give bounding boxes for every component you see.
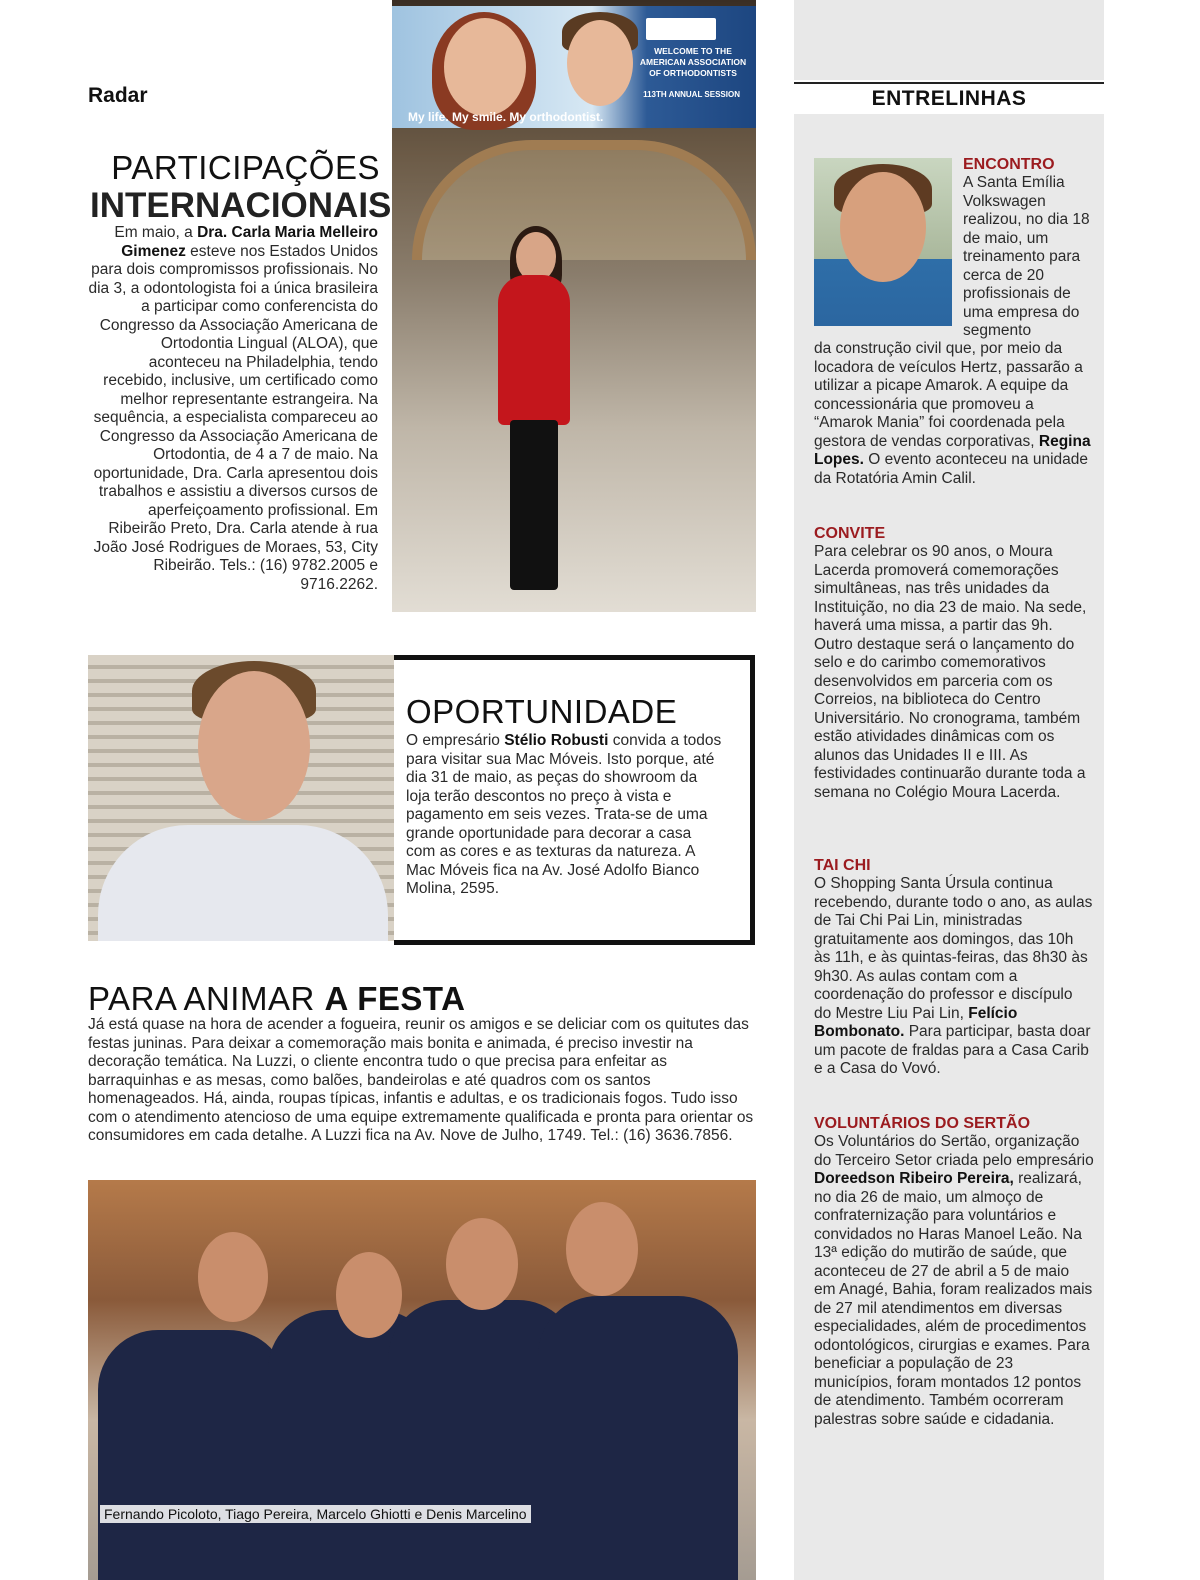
stelio-photo: [88, 655, 394, 941]
encontro-text-top: A Santa Emília Volkswagen realizou, no dia 18 de maio, um treinamento para cerca de 20 profissionais de uma empresa do segmento: [963, 174, 1090, 339]
festa-text: Já está quase na hora de acender a fogueira, reunir os amigos e se deliciar com os quitutes das festas juninas. Para deixar a comemoração mais bonita e animada, é preciso investir na decoração temática. Na Luzzi, o cliente encontra tudo o que precisa para enfeitar as barraquinhas e as mesas, como balões, bandeirolas e até quadros com os santos homenageados. Há, ainda, roupas típicas, infantis e adultas, e os tradicionais fogos. Tudo isso com o atendimento atencioso de uma equipe extremamente qualificada e pronta para orientar os consumidores em cada detalhe. A Luzzi fica na Av. Nove de Julho, 1749. Tel.: (16) 3636.7856.: [88, 1016, 754, 1144]
participacoes-title-line2: INTERNACIONAIS: [90, 186, 392, 225]
festa-title: PARA ANIMAR A FESTA: [88, 980, 466, 1017]
banner-slogan: My life. My smile. My orthodontist.: [408, 110, 604, 124]
encontro-photo: [814, 158, 952, 326]
convite-text: Para celebrar os 90 anos, o Moura Lacerda promoverá comemorações simultâneas, nas três unidades da Instituição, no dia 23 de maio. Na sede, haverá uma missa, a partir das 9h. Outro destaque será o lançamento do selo e do carimbo comemorativos desenvolvidos em parceria com os Correios, na biblioteca do Centro Universitário. No cronograma, também estão atividades dinâmicas com os alunos das Unidades II e III. As festividades continuarão durante toda a semana no Colégio Moura Lacerda.: [814, 543, 1087, 801]
taichi-heading: TAI CHI: [814, 857, 871, 874]
voluntarios-text: Os Voluntários do Sertão, organização do Terceiro Setor criada pelo empresário Doreedson Ribeiro Pereira, realizará, no dia 26 de maio, um almoço de confraternização para voluntários e convidados no Haras Manoel Leão. Na 13ª edição do mutirão de saúde, que aconteceu de 27 de abril a 5 de maio em Anagé, Bahia, foram realizados mais de 27 mil atendimentos em diversas especialidades, além de procedimentos odontológicos, cirurgias e exames. Para beneficiar a população de 23 municípios, foram montados 12 pontos de atendimento. Também ocorreram palestras sobre saúde e cidadania.: [814, 1133, 1094, 1428]
woman-red-coat: [498, 275, 570, 425]
festa-photo-caption: Fernando Picoloto, Tiago Pereira, Marcelo Ghiotti e Denis Marcelino: [100, 1505, 531, 1523]
participacoes-name: Dra. Carla Maria Melleiro Gimenez: [121, 224, 378, 260]
banner-welcome-text: WELCOME TO THE AMERICAN ASSOCIATION OF ORTHODONTISTS: [639, 46, 747, 78]
convite-heading: CONVITE: [814, 525, 886, 542]
taichi-name: Felício Bombonato.: [814, 1004, 1018, 1040]
congress-photo: [392, 0, 756, 612]
participacoes-text: Em maio, a Dra. Carla Maria Melleiro Gimenez esteve nos Estados Unidos para dois compromissos profissionais. No dia 3, a odontologista foi a única brasileira a participar como conferencista do Congresso da Associação Americana de Ortodontia Lingual (ALOA), que aconteceu na Philadelphia, tendo recebido, inclusive, um certificado como melhor representante estrangeira. Na sequência, a especialista compareceu ao Congresso da Associação Americana de Ortodontia, de 4 a 7 de maio. Na oportunidade, Dra. Carla apresentou dois trabalhos e assistiu a diversos cursos de aperfeiçoamento profissional. Em Ribeirão Preto, Dra. Carla atende à rua João José Rodrigues de Moraes, 53, City Ribeirão. Tels.: (16) 9782.2005 e 9716.2262.: [88, 224, 378, 593]
oportunidade-title: OPORTUNIDADE: [406, 693, 678, 730]
aao-logo: [646, 18, 716, 40]
encontro-text-bottom: da construção civil que, por meio da locadora de veículos Hertz, passarão a utilizar a picape Amarok. A equipe da concessionária que promoveu a “Amarok Mania” foi coordenada pela gestora de vendas corporativas, Regina Lopes. O evento aconteceu na unidade da Rotatória Amin Calil.: [814, 340, 1091, 487]
voluntarios-name: Doreedson Ribeiro Pereira,: [814, 1170, 1014, 1187]
voluntarios-heading: VOLUNTÁRIOS DO SERTÃO: [814, 1115, 1031, 1132]
hall-arch: [412, 140, 756, 260]
encontro-face: [840, 172, 926, 282]
sidebar-top-band: [794, 0, 1104, 80]
oportunidade-text: O empresário Stélio Robusti convida a todos para visitar sua Mac Móveis. Isto porque, até dia 31 de maio, as peças do showroom da loja terão descontos no preço à vista e pagamento em seis vezes. Trata-se de uma grande oportunidade para decorar a casa com as cores e as texturas da natureza. A Mac Móveis fica na Av. José Adolfo Bianco Molina, 2595.: [406, 732, 722, 897]
banner-session-text: 113TH ANNUAL SESSION: [643, 90, 740, 99]
encontro-name: Regina Lopes.: [814, 432, 1091, 468]
participacoes-title-line1: PARTICIPAÇÕES: [111, 149, 380, 186]
section-tag: Radar: [88, 84, 148, 107]
oportunidade-name: Stélio Robusti: [504, 732, 609, 749]
stelio-face: [198, 671, 310, 821]
aao-banner: [392, 6, 756, 128]
sidebar-title: ENTRELINHAS: [794, 82, 1104, 118]
taichi-text: O Shopping Santa Úrsula continua recebendo, durante todo o ano, as aulas de Tai Chi Pai Lin, ministradas gratuitamente aos domingos, das 10h às 11h, e às quintas-feiras, das 8h30 às 9h30. As aulas contam com a coordenação do professor e discípulo do Mestre Liu Pai Lin, Felício Bombonato. Para participar, basta doar um pacote de fraldas para a Casa Carib e a Casa do Vovó.: [814, 875, 1093, 1077]
encontro-heading: ENCONTRO: [963, 156, 1055, 173]
